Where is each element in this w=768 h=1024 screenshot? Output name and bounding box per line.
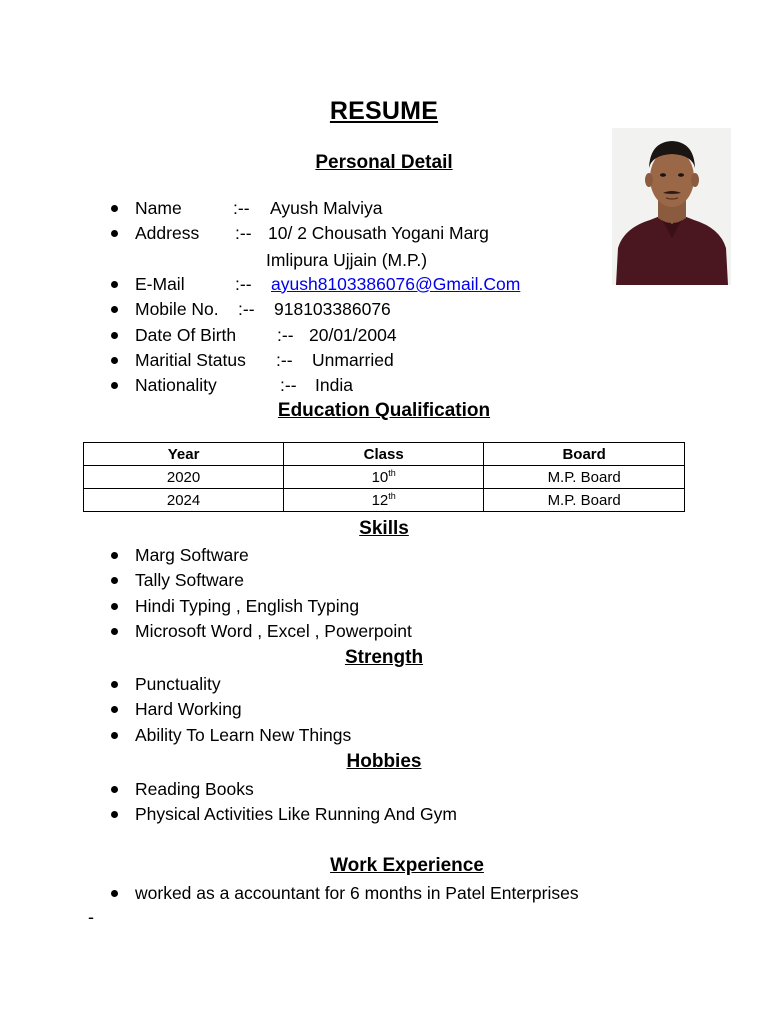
separator: :-- [277, 324, 294, 345]
list-item [83, 323, 520, 348]
profile-photo [612, 128, 731, 285]
list-item: Marg Software [83, 543, 412, 568]
column-header-class: Class [284, 443, 484, 466]
separator: :-- [233, 198, 250, 218]
work-experience-list [83, 881, 579, 906]
list-item: Microsoft Word , Excel , Powerpoint [83, 619, 412, 644]
list-item: Ability To Learn New Things [83, 723, 351, 748]
personal-detail-heading: Personal Detail [315, 152, 453, 173]
separator: :-- [238, 299, 255, 320]
skills-heading: Skills [359, 518, 409, 539]
table-header-row [84, 443, 685, 466]
strength-heading: Strength [344, 647, 424, 668]
class-suffix: th [388, 468, 396, 478]
hobbies-heading: Hobbies [346, 751, 422, 772]
mobile-value: 918103386076 [274, 299, 391, 320]
column-header-year: Year [84, 443, 284, 466]
education-heading: Education Qualification [277, 400, 491, 421]
class-cell [284, 489, 484, 512]
column-header-board: Board [484, 443, 685, 466]
marital-status-value: Unmarried [312, 349, 394, 370]
nationality-label: Nationality [135, 375, 217, 396]
email-label: E-Mail [135, 273, 185, 294]
board-cell: M.P. Board [484, 489, 685, 512]
mobile-label: Mobile No. [135, 299, 219, 320]
list-item [83, 348, 520, 373]
list-item [83, 196, 520, 221]
class-suffix: th [388, 491, 396, 501]
dob-label: Date Of Birth [135, 324, 237, 345]
separator: :-- [235, 273, 252, 294]
list-item: Physical Activities Like Running And Gym [83, 802, 457, 827]
list-item: Reading Books [83, 777, 457, 802]
marital-status-label: Maritial Status [135, 349, 246, 370]
board-cell: M.P. Board [484, 466, 685, 489]
address-label: Address [135, 223, 200, 244]
education-table [83, 442, 685, 512]
address-value: 10/ 2 Chousath Yogani Marg [268, 223, 489, 244]
list-item: worked as a accountant for 6 months in Patel Enterprises [83, 881, 579, 906]
list-item: Hindi Typing , English Typing [83, 594, 412, 619]
list-item [83, 221, 520, 246]
dob-value: 20/01/2004 [309, 324, 397, 345]
name-value: Ayush Malviya [270, 198, 383, 218]
class-cell [284, 466, 484, 489]
year-cell: 2020 [84, 466, 284, 489]
list-item [83, 297, 520, 322]
list-item [83, 373, 520, 398]
list-item: Punctuality [83, 672, 351, 697]
list-item [83, 272, 520, 297]
class-value: 10 [371, 469, 389, 486]
separator: :-- [280, 375, 297, 396]
separator: :-- [235, 223, 252, 244]
resume-title: RESUME [329, 97, 439, 125]
strength-list [83, 672, 351, 748]
list-item: Tally Software [83, 568, 412, 593]
work-experience-heading: Work Experience [330, 855, 484, 876]
personal-detail-list [83, 196, 520, 399]
skills-list [83, 543, 412, 645]
hobbies-list [83, 777, 457, 828]
year-cell: 2024 [84, 489, 284, 512]
trailing-dash: - [88, 907, 94, 927]
email-link[interactable]: ayush8103386076@Gmail.Com [271, 273, 521, 294]
table-row [84, 489, 685, 512]
list-item: Hard Working [83, 697, 351, 722]
name-label: Name [135, 198, 182, 218]
table-row [84, 466, 685, 489]
separator: :-- [276, 349, 293, 370]
nationality-value: India [315, 375, 353, 396]
address-line-2: Imlipura Ujjain (M.P.) [266, 250, 428, 270]
class-value: 12 [371, 492, 389, 509]
